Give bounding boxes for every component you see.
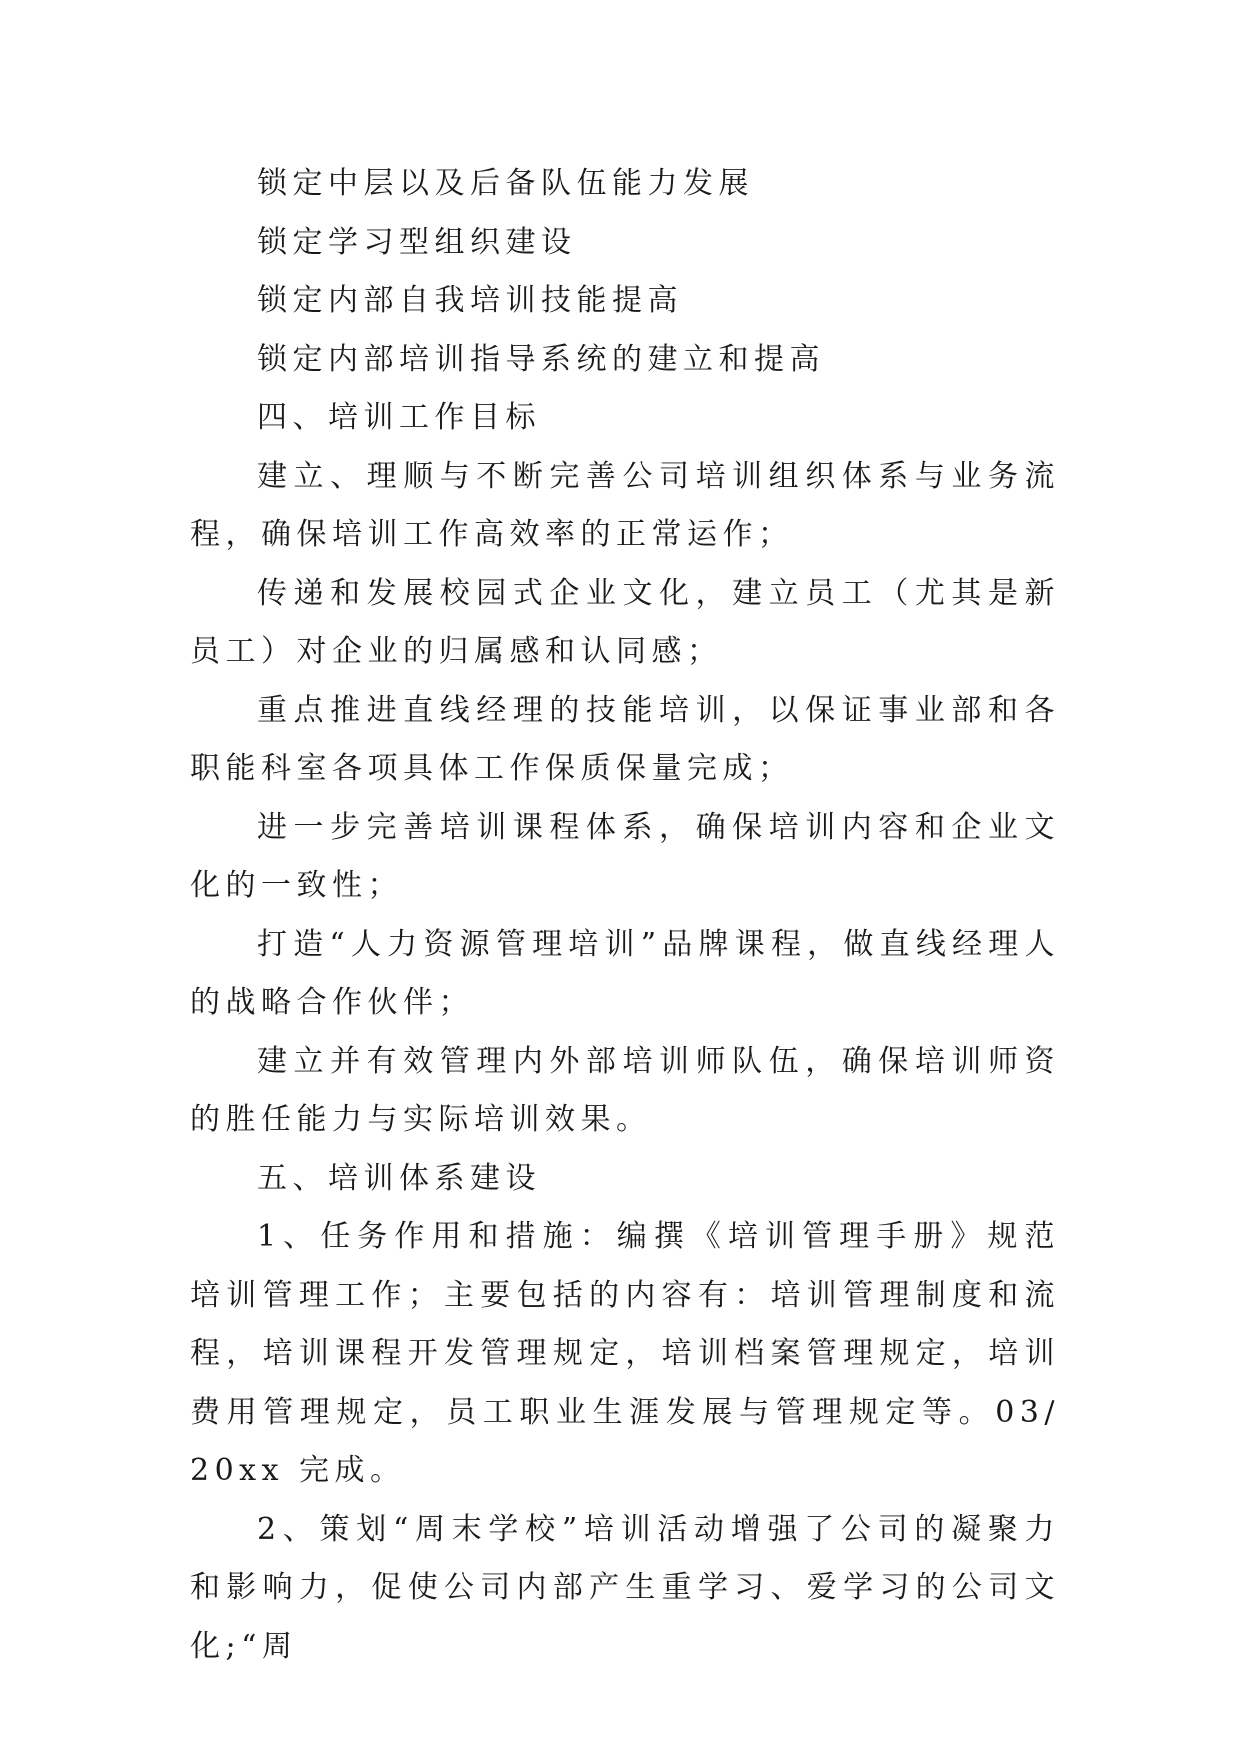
- paragraph-lock-internal-training-skills: 锁定内部自我培训技能提高: [257, 283, 683, 318]
- paragraph-goal-line-manager-skills: 重点推进直线经理的技能培训，以保证事业部和各职能科室各项具体工作保质保量完成；: [190, 692, 1060, 786]
- paragraph-lock-guidance-system: 锁定内部培训指导系统的建立和提高: [257, 341, 825, 377]
- paragraph-lock-middle-management: 锁定中层以及后备队伍能力发展: [257, 166, 754, 201]
- paragraph-goal-trainer-team: 建立并有效管理内外部培训师队伍，确保培训师资的胜任能力与实际培训效果。: [190, 1043, 1060, 1137]
- paragraph-item-2-weekend-school: 2、策划“周末学校”培训活动增强了公司的凝聚力和影响力，促使公司内部产生重学习、爱学习的公司文化;“周: [190, 1511, 1060, 1664]
- paragraph-item-1-training-manual: 1、任务作用和措施：编撰《培训管理手册》规范培训管理工作；主要包括的内容有：培训管理制度和流程，培训课程开发管理规定，培训档案管理规定，培训费用管理规定，员工职业生涯发展与管理规定等。03/20xx 完成。: [190, 1219, 1060, 1488]
- paragraph-lock-learning-organization: 锁定学习型组织建设: [257, 224, 577, 260]
- paragraph-goal-hr-brand-course: 打造“人力资源管理培训”品牌课程，做直线经理人的战略合作伙伴；: [190, 926, 1060, 1020]
- section-heading-training-goals: 四、培训工作目标: [257, 400, 541, 435]
- paragraph-goal-organization-system: 建立、理顺与不断完善公司培训组织体系与业务流程，确保培训工作高效率的正常运作；: [190, 458, 1060, 552]
- paragraph-goal-campus-culture: 传递和发展校园式企业文化，建立员工（尤其是新员工）对企业的归属感和认同感；: [190, 575, 1060, 669]
- section-heading-training-system: 五、培训体系建设: [257, 1160, 541, 1196]
- document-body: [190, 155, 1060, 1676]
- paragraph-goal-course-system: 进一步完善培训课程体系，确保培训内容和企业文化的一致性；: [190, 809, 1060, 903]
